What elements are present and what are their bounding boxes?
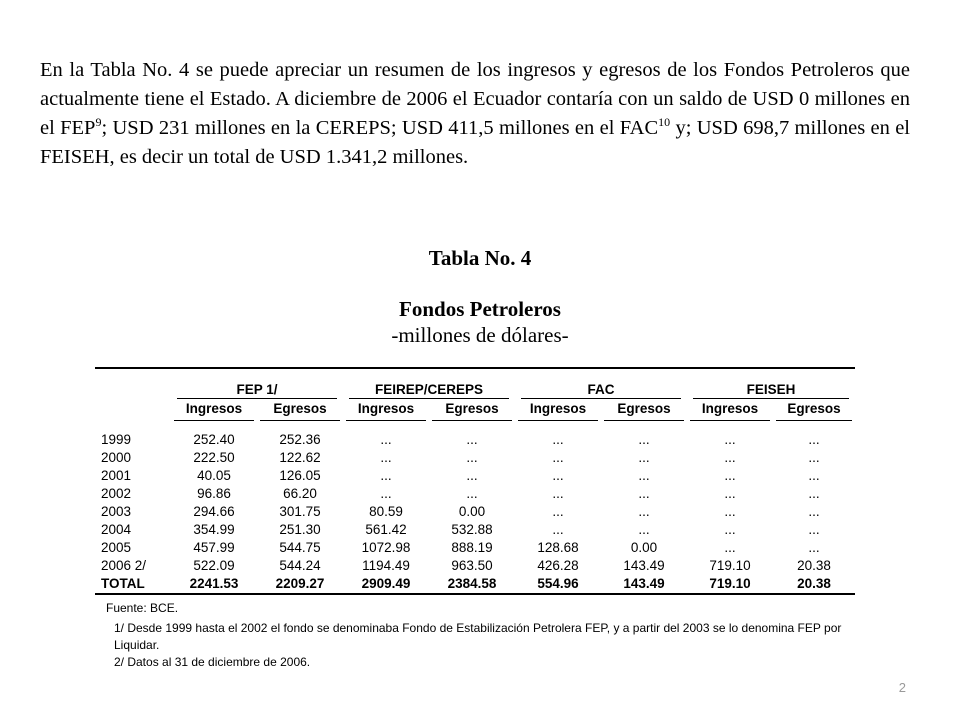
value-cell: ...	[638, 450, 650, 465]
value-cell: 963.50	[451, 558, 493, 573]
table-row	[95, 449, 855, 467]
value-cell: ...	[552, 522, 564, 537]
year-cell: 2004	[101, 522, 132, 537]
value-cell: 1194.49	[362, 558, 410, 573]
value-cell: ...	[638, 468, 650, 483]
table-row	[95, 485, 855, 503]
value-cell: 80.59	[369, 504, 403, 519]
footnote-ref-9: 9	[95, 115, 102, 130]
value-cell: ...	[808, 504, 820, 519]
value-cell: ...	[638, 522, 650, 537]
value-cell: 122.62	[279, 450, 321, 465]
year-cell: 1999	[101, 432, 132, 447]
value-cell: 222.50	[193, 450, 235, 465]
total-cell: 2209.27	[275, 576, 325, 591]
table-units: -millones de dólares-	[391, 323, 569, 347]
value-cell: ...	[808, 468, 820, 483]
table-notes	[106, 600, 866, 671]
table-row	[95, 431, 855, 449]
footnote-1: 1/ Desde 1999 hasta el 2002 el fondo se denominaba Fondo de Estabilización Petrolera FEP, y a partir del 2003 se lo denomina FEP por Liquidar.	[114, 621, 842, 652]
value-cell: ...	[638, 432, 650, 447]
year-cell: 2000	[101, 450, 132, 465]
value-cell: 426.28	[537, 558, 579, 573]
total-cell: 20.38	[797, 576, 831, 591]
value-cell: ...	[552, 486, 564, 501]
year-header	[95, 368, 171, 399]
group-header-fep: FEP 1/	[177, 382, 337, 399]
column-header: Egresos	[776, 401, 852, 421]
year-cell: 2002	[101, 486, 132, 501]
year-cell: 2005	[101, 540, 132, 555]
table-row	[95, 539, 855, 557]
total-label: TOTAL	[101, 576, 145, 591]
total-row	[95, 575, 855, 594]
value-cell: 532.88	[451, 522, 493, 537]
column-header: Ingresos	[346, 401, 426, 421]
value-cell: ...	[808, 450, 820, 465]
column-header: Ingresos	[690, 401, 770, 421]
value-cell: ...	[808, 432, 820, 447]
year-cell: 2006 2/	[101, 558, 147, 573]
intro-text-part1: En la Tabla No. 4 se puede apreciar un resumen de los ingresos y egresos de los Fondos Petroleros que actualmente tiene el Estado. A diciembre de 2006 el Ecuador contaría con un saldo de USD 0 millones en el FEP	[40, 59, 910, 139]
value-cell: 301.75	[279, 504, 321, 519]
intro-text-part2: ; USD 231 millones en la CEREPS; USD 411,5 millones en el FAC	[101, 117, 659, 139]
value-cell: ...	[552, 468, 564, 483]
value-cell: ...	[724, 522, 736, 537]
value-cell: 126.05	[279, 468, 321, 483]
data-table	[95, 367, 855, 595]
value-cell: ...	[380, 468, 392, 483]
value-cell: ...	[638, 486, 650, 501]
value-cell: 1072.98	[361, 540, 411, 555]
total-cell: 2384.58	[447, 576, 497, 591]
footnote-ref-10: 10	[658, 115, 671, 130]
value-cell: ...	[724, 468, 736, 483]
value-cell: 561.42	[365, 522, 407, 537]
value-cell: ...	[638, 504, 650, 519]
table-row	[95, 521, 855, 539]
value-cell: ...	[724, 486, 736, 501]
column-header-row	[95, 399, 855, 423]
footnote-2: 2/ Datos al 31 de diciembre de 2006.	[114, 655, 311, 669]
value-cell: 354.99	[193, 522, 235, 537]
value-cell: ...	[724, 504, 736, 519]
total-cell: 2241.53	[189, 576, 239, 591]
total-cell: 2909.49	[361, 576, 411, 591]
group-header-feirep-cereps: FEIREP/CEREPS	[349, 382, 509, 399]
value-cell: ...	[380, 486, 392, 501]
value-cell: ...	[466, 450, 478, 465]
intro-paragraph	[40, 56, 910, 172]
value-cell: ...	[552, 504, 564, 519]
year-cell: 2003	[101, 504, 132, 519]
column-header: Ingresos	[174, 401, 254, 421]
value-cell: ...	[466, 486, 478, 501]
value-cell: ...	[552, 450, 564, 465]
value-cell: ...	[808, 486, 820, 501]
value-cell: ...	[380, 432, 392, 447]
column-header: Egresos	[604, 401, 684, 421]
value-cell: ...	[808, 540, 820, 555]
oil-funds-table	[95, 367, 855, 595]
value-cell: ...	[552, 432, 564, 447]
total-cell: 719.10	[709, 576, 751, 591]
value-cell: 544.75	[279, 540, 321, 555]
source-note: Fuente: BCE.	[106, 601, 179, 615]
value-cell: 252.36	[279, 432, 321, 447]
value-cell: 457.99	[193, 540, 235, 555]
group-header-feiseh: FEISEH	[693, 382, 849, 399]
value-cell: ...	[466, 468, 478, 483]
table-row	[95, 557, 855, 575]
year-cell: 2001	[101, 468, 132, 483]
value-cell: ...	[808, 522, 820, 537]
value-cell: 20.38	[797, 558, 831, 573]
group-header-fac: FAC	[521, 382, 681, 399]
value-cell: 128.68	[537, 540, 579, 555]
column-header: Egresos	[432, 401, 512, 421]
total-cell: 554.96	[537, 576, 579, 591]
value-cell: ...	[724, 450, 736, 465]
value-cell: 0.00	[458, 504, 486, 519]
total-cell: 143.49	[623, 576, 665, 591]
value-cell: 96.86	[197, 486, 231, 501]
page-number: 2	[898, 680, 906, 695]
table-subtitle: Fondos Petroleros	[399, 297, 561, 321]
value-cell: 522.09	[193, 558, 235, 573]
value-cell: ...	[724, 432, 736, 447]
value-cell: 252.40	[193, 432, 235, 447]
value-cell: ...	[380, 450, 392, 465]
intro-text-part3: y; USD 698,7 millones en el FEISEH, es decir un total de USD 1.341,2 millones.	[40, 117, 910, 168]
value-cell: 294.66	[193, 504, 235, 519]
table-body	[95, 423, 855, 575]
table-row	[95, 503, 855, 521]
value-cell: 719.10	[709, 558, 751, 573]
value-cell: ...	[724, 540, 736, 555]
value-cell: 40.05	[197, 468, 231, 483]
value-cell: 66.20	[283, 486, 317, 501]
value-cell: ...	[466, 432, 478, 447]
column-header: Egresos	[260, 401, 340, 421]
value-cell: 888.19	[451, 540, 493, 555]
table-title: Tabla No. 4	[428, 246, 532, 270]
table-row	[95, 467, 855, 485]
value-cell: 143.49	[623, 558, 665, 573]
value-cell: 544.24	[279, 558, 321, 573]
group-header-row	[95, 368, 855, 399]
value-cell: 251.30	[279, 522, 321, 537]
value-cell: 0.00	[630, 540, 658, 555]
column-header: Ingresos	[518, 401, 598, 421]
